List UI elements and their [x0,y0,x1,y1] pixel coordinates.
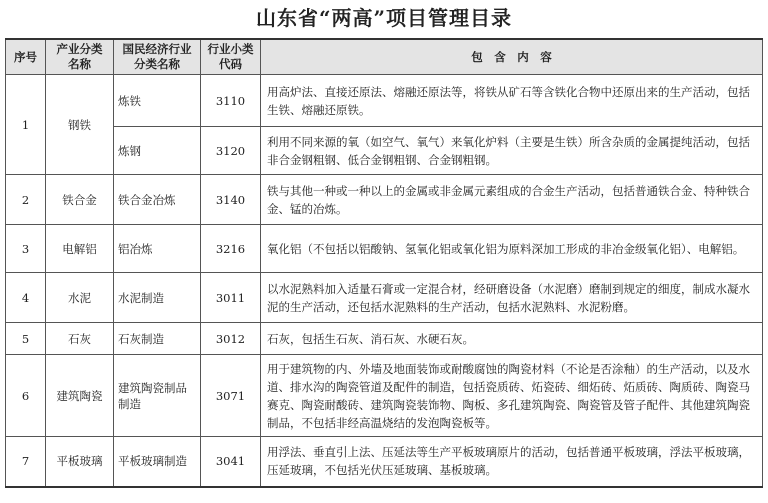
header-national-line1: 国民经济行业 [122,42,192,56]
cell-seq: 2 [6,175,46,225]
cell-name: 平板玻璃制造 [114,437,201,487]
header-seq: 序号 [6,39,46,75]
cell-industry: 钢铁 [46,75,114,175]
table-row [6,437,763,487]
header-code-line2: 代码 [219,57,242,71]
table-row [6,273,763,323]
cell-content: 用浮法、垂直引上法、压延法等生产平板玻璃原片的活动，包括普通平板玻璃，浮法平板玻璃，压延玻璃，不包括光伏压延玻璃、基板玻璃。 [261,437,763,487]
cell-industry: 建筑陶瓷 [46,355,114,437]
catalog-table [5,38,763,488]
table-row [6,75,763,127]
cell-content: 石灰，包括生石灰、消石灰、水硬石灰。 [261,323,763,355]
cell-seq: 7 [6,437,46,487]
table-row [6,355,763,437]
cell-content: 氧化铝（不包括以铝酸钠、氢氧化铝或氧化铝为原料深加工形成的非冶金级氧化铝）、电解铝。 [261,225,763,273]
cell-seq: 5 [6,323,46,355]
cell-code: 3071 [201,355,261,437]
header-code [201,39,261,75]
table-row [6,323,763,355]
cell-code: 3140 [201,175,261,225]
cell-code: 3012 [201,323,261,355]
header-industry-line2: 名称 [68,57,91,71]
cell-industry: 铁合金 [46,175,114,225]
cell-industry: 石灰 [46,323,114,355]
table-row [6,175,763,225]
cell-content: 铁与其他一种或一种以上的金属或非金属元素组成的合金生产活动，包括普通铁合金、特种铁合金、锰的冶炼。 [261,175,763,225]
cell-content: 用于建筑物的内、外墙及地面装饰或耐酸腐蚀的陶瓷材料（不论是否涂釉）的生产活动，以及水道、排水沟的陶瓷管道及配件的制造，包括瓷质砖、炻瓷砖、细炻砖、炻质砖、陶质砖、陶瓷马赛克、陶瓷耐酸砖、建筑陶瓷装饰物、陶板、多孔建筑陶瓷、陶瓷管及管子配件、其他建筑陶瓷制品，不包括非经高温烧结的发泡陶瓷板等。 [261,355,763,437]
cell-code: 3216 [201,225,261,273]
cell-name: 炼钢 [114,127,201,175]
cell-industry: 水泥 [46,273,114,323]
cell-name: 铁合金冶炼 [114,175,201,225]
cell-name: 炼铁 [114,75,201,127]
header-industry-line1: 产业分类 [56,42,103,56]
header-content: 包 含 内 容 [261,39,763,75]
cell-seq: 4 [6,273,46,323]
cell-code: 3110 [201,75,261,127]
page-title: 山东省“两高”项目管理目录 [255,6,512,30]
cell-content: 以水泥熟料加入适量石膏或一定混合材，经研磨设备（水泥磨）磨制到规定的细度，制成水凝水泥的生产活动，还包括水泥熟料的生产活动，包括水泥熟料、水泥粉磨。 [261,273,763,323]
cell-name: 建筑陶瓷制品制造 [114,355,201,437]
table-header-row [6,39,763,75]
cell-seq: 6 [6,355,46,437]
cell-code: 3011 [201,273,261,323]
cell-code: 3041 [201,437,261,487]
cell-content: 用高炉法、直接还原法、熔融还原法等，将铁从矿石等含铁化合物中还原出来的生产活动，包括生铁、熔融还原铁。 [261,75,763,127]
cell-seq: 3 [6,225,46,273]
cell-content: 利用不同来源的氧（如空气、氧气）来氧化炉料（主要是生铁）所含杂质的金属提纯活动，包括非合金钢粗钢、低合金钢粗钢、合金钢粗钢。 [261,127,763,175]
header-industry [46,39,114,75]
cell-code: 3120 [201,127,261,175]
cell-name: 水泥制造 [114,273,201,323]
table-row [6,127,763,175]
header-code-line1: 行业小类 [207,42,254,56]
cell-industry: 平板玻璃 [46,437,114,487]
cell-name: 铝冶炼 [114,225,201,273]
cell-seq: 1 [6,75,46,175]
cell-industry: 电解铝 [46,225,114,273]
header-national [114,39,201,75]
header-national-line2: 分类名称 [134,57,180,71]
cell-name: 石灰制造 [114,323,201,355]
table-row [6,225,763,273]
